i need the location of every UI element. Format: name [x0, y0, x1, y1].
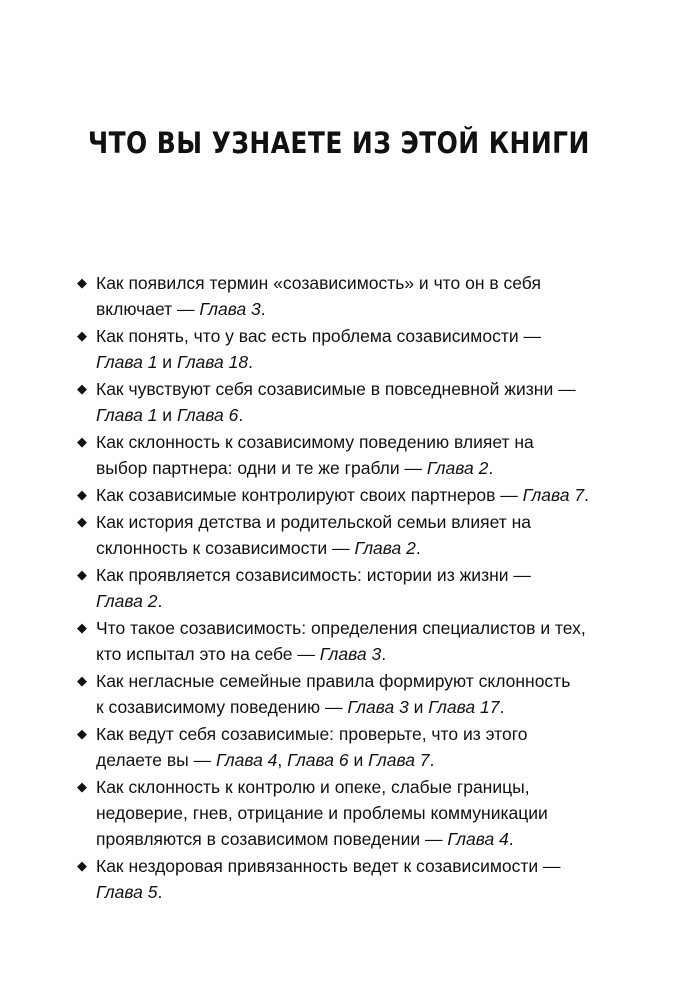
list-item: [76, 270, 596, 322]
item-line: Как склонность к контролю и опеке, слабые границы,: [96, 777, 530, 797]
chapter-reference: Глава 1: [96, 352, 158, 372]
diamond-bullet-icon: ◆: [77, 275, 87, 290]
diamond-bullet-icon: ◆: [77, 726, 87, 741]
separator: и: [157, 405, 177, 425]
item-line: Как ведут себя созависимые: проверьте, что из этого: [96, 724, 528, 744]
diamond-bullet-icon: ◆: [77, 620, 87, 635]
item-line: Как проявляется созависимость: истории из жизни —: [96, 565, 531, 585]
item-line: проявляются в созависимом поведении —: [96, 829, 448, 849]
list-item: [76, 721, 596, 773]
list-item: [76, 853, 596, 905]
separator: .: [381, 644, 387, 664]
chapter-reference: Глава 5: [96, 882, 158, 902]
diamond-bullet-icon: ◆: [77, 434, 87, 449]
list-item: [76, 429, 596, 481]
diamond-bullet-icon: ◆: [77, 858, 87, 873]
item-text: [96, 856, 561, 902]
chapter-reference: Глава 2: [96, 591, 158, 611]
chapter-reference: Глава 18: [176, 352, 249, 372]
chapter-reference: Глава 2: [426, 458, 489, 478]
list-item: [76, 482, 596, 508]
chapter-reference: Глава 7: [522, 485, 585, 505]
chapter-reference: Глава 2: [354, 538, 416, 558]
separator: .: [238, 405, 244, 425]
item-line: Как чувствуют себя созависимые в повседневной жизни —: [96, 379, 576, 399]
diamond-bullet-icon: ◆: [77, 779, 87, 794]
item-text: [96, 777, 548, 849]
diamond-bullet-icon: ◆: [77, 328, 87, 343]
separator: и: [408, 697, 429, 717]
item-text: [96, 273, 541, 319]
item-text: [96, 432, 534, 478]
separator: .: [415, 538, 421, 558]
chapter-reference: Глава 3: [319, 644, 382, 664]
separator: .: [260, 299, 266, 319]
item-line: делаете вы —: [96, 750, 216, 770]
separator: .: [584, 485, 589, 505]
list-item: [76, 615, 596, 667]
separator: .: [508, 829, 514, 849]
item-line: недоверие, гнев, отрицание и проблемы коммуникации: [96, 803, 548, 823]
item-text: [96, 379, 576, 425]
item-line: Как негласные семейные правила формируют склонность: [96, 671, 571, 691]
diamond-bullet-icon: ◆: [77, 381, 87, 396]
item-line: Как история детства и родительской семьи влияет на: [96, 512, 532, 532]
separator: .: [429, 750, 435, 770]
chapter-reference: Глава 6: [287, 750, 349, 770]
item-text: [96, 565, 531, 611]
list-item: [76, 774, 596, 852]
diamond-bullet-icon: ◆: [77, 487, 87, 502]
separator: .: [157, 591, 163, 611]
separator: и: [348, 750, 369, 770]
list-item: [76, 376, 596, 428]
item-line: к созависимому поведению —: [96, 697, 348, 717]
item-line: Как понять, что у вас есть проблема созависимости —: [96, 326, 541, 346]
item-text: [96, 512, 531, 558]
list-item: [76, 668, 596, 720]
chapter-reference: Глава 3: [199, 299, 261, 319]
item-line: Как появился термин «созависимость» и что он в себя: [96, 273, 541, 293]
list-item: [76, 562, 596, 614]
separator: .: [488, 458, 494, 478]
diamond-bullet-icon: ◆: [77, 514, 87, 529]
chapter-reference: Глава 3: [347, 697, 409, 717]
chapter-reference: Глава 1: [96, 405, 158, 425]
list-item: [76, 323, 596, 375]
chapter-reference: Глава 4: [215, 750, 278, 770]
page-title: ЧТО ВЫ УЗНАЕТЕ ИЗ ЭТОЙ КНИГИ: [88, 126, 590, 160]
item-text: [96, 671, 570, 717]
item-text: [96, 724, 527, 770]
separator: .: [499, 697, 505, 717]
chapter-reference: Глава 6: [176, 405, 239, 425]
item-text: [96, 485, 589, 505]
chapter-reference: Глава 4: [447, 829, 509, 849]
topics-list: [76, 270, 596, 906]
separator: .: [248, 352, 253, 372]
chapter-reference: Глава 17: [428, 697, 500, 717]
diamond-bullet-icon: ◆: [77, 673, 87, 688]
chapter-reference: Глава 7: [368, 750, 430, 770]
item-text: [96, 326, 541, 372]
item-line: кто испытал это на себе —: [96, 644, 320, 664]
item-line: включает —: [96, 299, 200, 319]
item-line: Как созависимые контролируют своих партнеров —: [96, 485, 523, 505]
diamond-bullet-icon: ◆: [77, 567, 87, 582]
item-text: [96, 618, 586, 664]
item-line: выбор партнера: одни и те же грабли —: [96, 458, 427, 478]
item-line: Как склонность к созависимому поведению влияет на: [96, 432, 534, 452]
separator: ,: [277, 750, 288, 770]
item-line: Что такое созависимость: определения специалистов и тех,: [96, 618, 586, 638]
item-line: Как нездоровая привязанность ведет к созависимости —: [96, 856, 561, 876]
separator: и: [157, 352, 177, 372]
item-line: склонность к созависимости —: [96, 538, 355, 558]
list-item: [76, 509, 596, 561]
separator: .: [157, 882, 163, 902]
